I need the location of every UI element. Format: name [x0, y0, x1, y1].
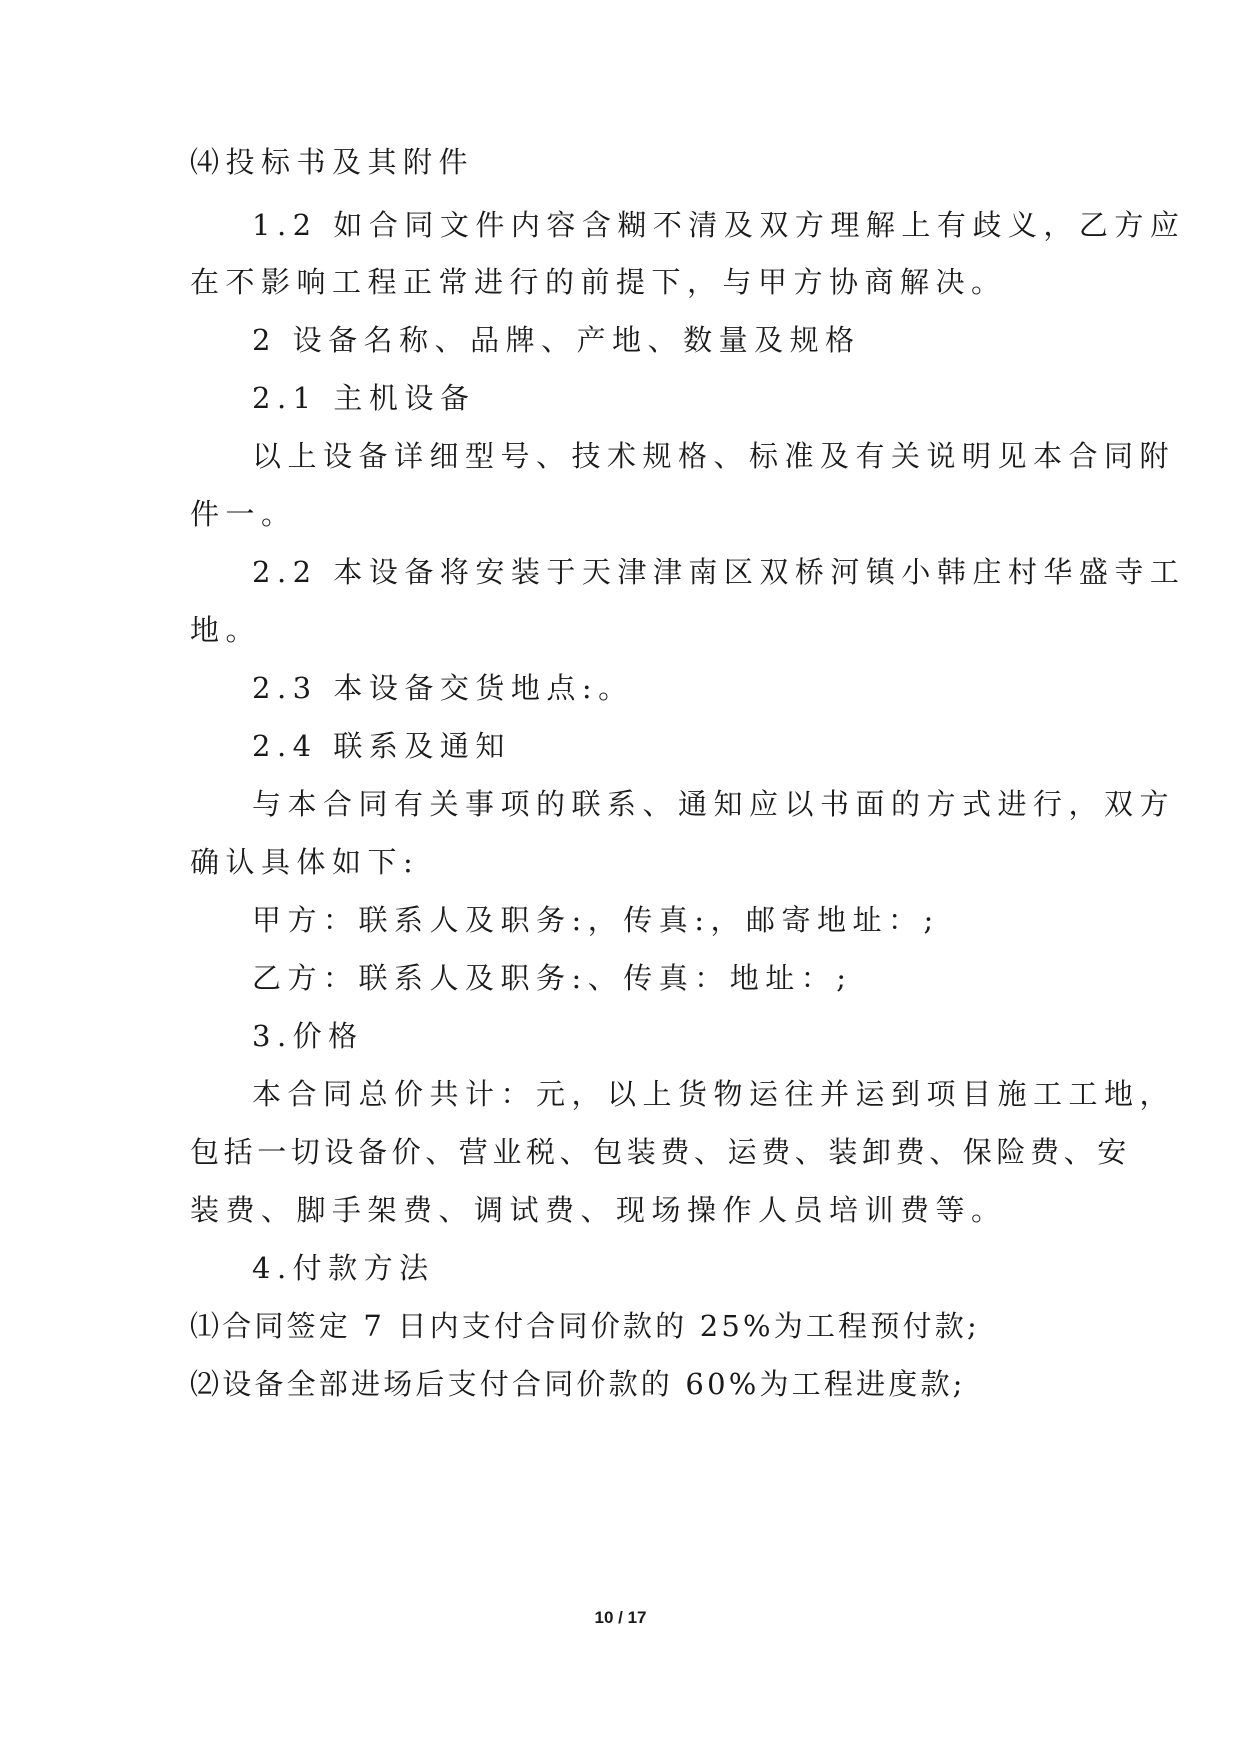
price-line-1: 本合同总价共计：元，以上货物运往并运到项目施工工地， — [252, 1077, 1176, 1111]
party-a-contact: 甲方：联系人及职务:，传真:，邮寄地址：; — [252, 903, 940, 937]
clause-2-1-line-1: 以上设备详细型号、技术规格、标准及有关说明见本合同附 — [252, 439, 1176, 473]
clause-2-1-line-2: 件一。 — [190, 497, 297, 531]
price-line-3: 装费、脚手架费、调试费、现场操作人员培训费等。 — [190, 1193, 1007, 1227]
clause-2-3: 2.3 本设备交货地点:。 — [252, 671, 634, 705]
clause-2-4-line-2: 确认具体如下: — [190, 845, 420, 879]
clause-1-2-line-2: 在不影响工程正常进行的前提下，与甲方协商解决。 — [190, 265, 1007, 299]
list-item-bid-documents: ⑷投标书及其附件 — [190, 145, 475, 179]
clause-2-4-heading: 2.4 联系及通知 — [252, 729, 511, 763]
clause-2-4-line-1: 与本合同有关事项的联系、通知应以书面的方式进行，双方 — [252, 787, 1176, 821]
party-b-contact: 乙方：联系人及职务:、传真：地址：; — [252, 961, 853, 995]
payment-item-1: ⑴合同签定 7 日内支付合同价款的 25%为工程预付款; — [190, 1309, 980, 1343]
clause-2-1-heading: 2.1 主机设备 — [252, 381, 476, 415]
page-number: 10 / 17 — [594, 1608, 647, 1627]
price-line-2: 包括一切设备价、营业税、包装费、运费、装卸费、保险费、安 — [190, 1135, 1131, 1169]
payment-item-2: ⑵设备全部进场后支付合同价款的 60%为工程进度款; — [190, 1367, 966, 1401]
clause-1-2-line-1: 1.2 如合同文件内容含糊不清及双方理解上有歧义，乙方应 — [252, 208, 1186, 242]
section-4-heading: 4.付款方法 — [252, 1251, 435, 1285]
section-2-heading: 2 设备名称、品牌、产地、数量及规格 — [252, 323, 861, 357]
section-3-heading: 3.价格 — [252, 1019, 364, 1053]
clause-2-2-line-2: 地。 — [190, 613, 262, 647]
clause-2-2-line-1: 2.2 本设备将安装于天津津南区双桥河镇小韩庄村华盛寺工 — [252, 555, 1186, 589]
